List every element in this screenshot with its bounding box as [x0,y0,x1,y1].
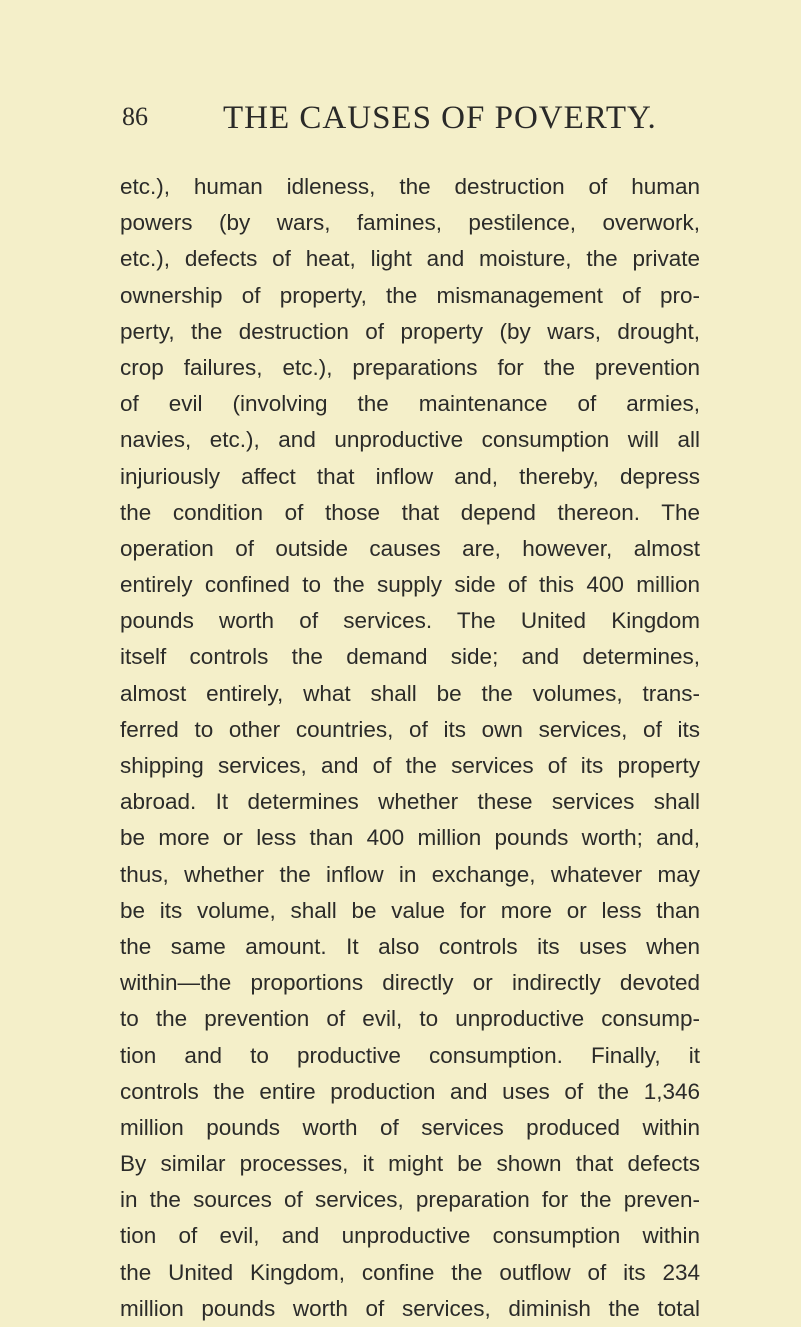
text-line: By similar processes, it might be shown that defects [120,1151,700,1177]
running-head [0,100,801,140]
text-line: within—the proportions directly or indirectly devoted [120,970,700,996]
text-line: entirely confined to the supply side of this 400 million [120,572,700,598]
text-line: be its volume, shall be value for more or less than [120,897,700,923]
text-line: etc.), defects of heat, light and moisture, the private [120,246,700,272]
text-line: operation of outside causes are, however, almost [120,535,700,561]
text-line: tion of evil, and unproductive consumption within [120,1223,700,1249]
text-line: in the sources of services, preparation for the preven- [120,1187,700,1213]
text-line: injuriously affect that inflow and, thereby, depress [120,463,700,489]
text-line: thus, whether the inflow in exchange, whatever may [120,861,700,887]
text-line: abroad. It determines whether these services shall [120,789,700,815]
text-line: million pounds worth of services produced within [120,1114,700,1140]
text-line: pounds worth of services. The United Kingdom [120,608,700,634]
text-line: to the prevention of evil, to unproductive consump- [120,1006,700,1032]
text-line: of evil (involving the maintenance of armies, [120,391,700,417]
text-line: ownership of property, the mismanagement of pro- [120,282,700,308]
page-number: 86 [122,102,148,131]
text-line: ferred to other countries, of its own services, of its [120,716,700,742]
text-line: the condition of those that depend thereon. The [120,499,700,525]
text-line: the same amount. It also controls its uses when [120,933,700,959]
text-line: powers (by wars, famines, pestilence, overwork, [120,210,700,236]
text-line: etc.), human idleness, the destruction of human [120,174,700,199]
text-line: navies, etc.), and unproductive consumption will all [120,427,700,453]
text-line: tion and to productive consumption. Finally, it [120,1042,700,1068]
text-line: crop failures, etc.), preparations for the prevention [120,354,700,380]
text-line: million pounds worth of services, diminish the total [120,1295,700,1321]
text-line: perty, the destruction of property (by wars, drought, [120,318,700,344]
body-text [120,169,700,1327]
text-line: itself controls the demand side; and determines, [120,644,700,670]
running-title: THE CAUSES OF POVERTY. [223,100,657,136]
text-line: be more or less than 400 million pounds worth; and, [120,825,700,851]
text-line: the United Kingdom, confine the outflow of its 234 [120,1259,700,1285]
text-line: shipping services, and of the services of its property [120,753,700,778]
text-line: almost entirely, what shall be the volumes, trans- [120,680,700,706]
text-line: controls the entire production and uses of the 1,346 [120,1078,700,1104]
